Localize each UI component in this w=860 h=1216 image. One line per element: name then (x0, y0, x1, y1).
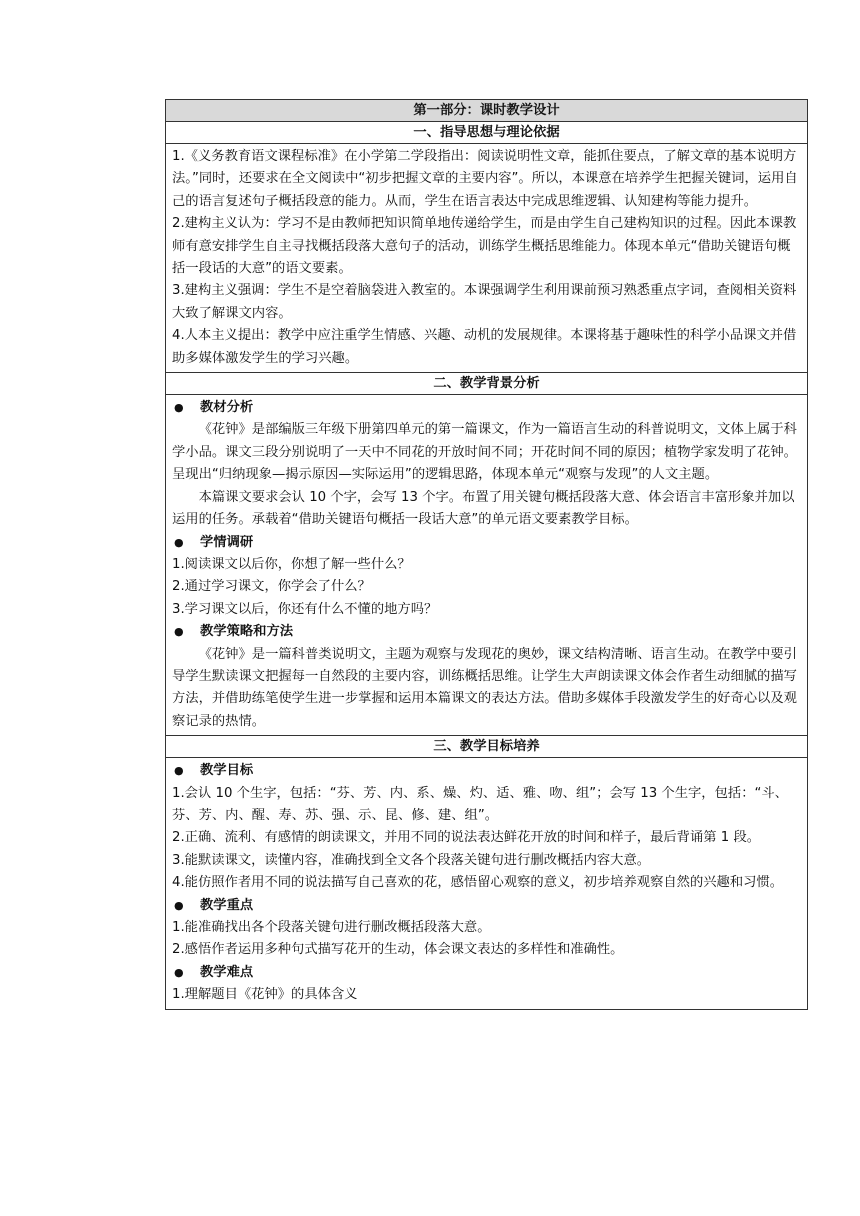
paragraph: 2.正确、流利、有感情的朗读课文，并用不同的说法表达鲜花开放的时间和样子，最后背诵第 1 段。 (172, 830, 761, 846)
paragraph: 2.感悟作者运用多种句式描写花开的生动，体会课文表达的多样性和准确性。 (172, 942, 624, 958)
bullet-heading-strategy: ● 教学策略和方法 (172, 621, 801, 643)
section-body-objectives (166, 758, 808, 1009)
bullet-heading-textbook-analysis: ● 教材分析 (172, 397, 801, 419)
section-title-background: 二、教学背景分析 (166, 373, 808, 395)
paragraph: 《花钟》是部编版三年级下册第四单元的第一篇课文，作为一篇语言生动的科普说明文，文体上属于科学小品。课文三段分别说明了一天中不同花的开放时间不同；开花时间不同的原因；植物学家发明了花钟。呈现出“归纳现象—揭示原因—实际运用”的逻辑思路，体现本单元“观察与发现”的人文主题。 (172, 422, 797, 483)
paragraph: 1.会认 10 个生字，包括：“芬、芳、内、系、燥、灼、适、雅、吻、组”；会写 13 个生字，包括：“斗、芬、芳、内、醒、寿、苏、强、示、昆、修、建、组”。 (172, 785, 788, 823)
paragraph: 4.能仿照作者用不同的说法描写自己喜欢的花，感悟留心观察的意义，初步培养观察自然的兴趣和习惯。 (172, 875, 784, 891)
paragraph: 3.学习课文以后，你还有什么不懂的地方吗？ (172, 601, 438, 617)
lesson-plan-table (165, 99, 808, 1010)
part-header: 第一部分：课时教学设计 (166, 100, 808, 122)
section-body-guiding-ideas (166, 144, 808, 373)
bullet-heading-objectives: ● 教学目标 (172, 760, 801, 782)
bullet-heading-student-survey: ● 学情调研 (172, 532, 801, 554)
paragraph: 4.人本主义提出：教学中应注重学生情感、兴趣、动机的发展规律。本课将基于趣味性的科学小品课文并借助多媒体激发学生的学习兴趣。 (172, 328, 797, 366)
paragraph: 《花钟》是一篇科普类说明文，主题为观察与发现花的奥妙，课文结构清晰、语言生动。在教学中要引导学生默读课文把握每一自然段的主要内容，训练概括思维。让学生大声朗读课文体会作者生动细腻的描写方法，并借助练笔使学生进一步掌握和运用本篇课文的表达方法。借助多媒体手段激发学生的好奇心以及观察记录的热情。 (172, 646, 797, 729)
paragraph: 2.通过学习课文，你学会了什么？ (172, 579, 371, 595)
paragraph: 2.建构主义认为：学习不是由教师把知识简单地传递给学生，而是由学生自己建构知识的过程。因此本课教师有意安排学生自主寻找概括段落大意句子的活动，训练学生概括思维能力。体现本单元“借助关键语句概括一段话的大意”的语文要素。 (172, 216, 797, 277)
bullet-heading-key-points: ● 教学重点 (172, 895, 801, 917)
section-body-background (166, 395, 808, 736)
paragraph: 1.阅读课文以后你，你想了解一些什么？ (172, 556, 411, 572)
bullet-heading-difficulties: ● 教学难点 (172, 962, 801, 984)
paragraph: 1.理解题目《花钟》的具体含义 (172, 987, 358, 1003)
lesson-plan-document (165, 99, 808, 1010)
paragraph: 本篇课文要求会认 10 个字，会写 13 个字。布置了用关键句概括段落大意、体会语言丰富形象并加以运用的任务。承载着“借助关键语句概括一段话大意”的单元语文要素教学目标。 (172, 489, 795, 528)
paragraph: 1.能准确找出各个段落关键句进行删改概括段落大意。 (172, 920, 491, 935)
paragraph: 1.《义务教育语文课程标准》在小学第二学段指出：阅读说明性文章，能抓住要点，了解文章的基本说明方法。”同时，还要求在全文阅读中“初步把握文章的主要内容”。所以，本课意在培养学生把握关键词，运用自己的语言复述句子概括段意的能力。从而，学生在语言表达中完成思维逻辑、认知建构等能力提升。 (172, 149, 798, 209)
section-title-guiding-ideas: 一、指导思想与理论依据 (166, 122, 808, 144)
paragraph: 3.建构主义强调：学生不是空着脑袋进入教室的。本课强调学生利用课前预习熟悉重点字词，查阅相关资料大致了解课文内容。 (172, 283, 797, 321)
paragraph: 3.能默读课文，读懂内容，准确找到全文各个段落关键句进行删改概括内容大意。 (172, 852, 651, 868)
section-title-objectives: 三、教学目标培养 (166, 736, 808, 758)
